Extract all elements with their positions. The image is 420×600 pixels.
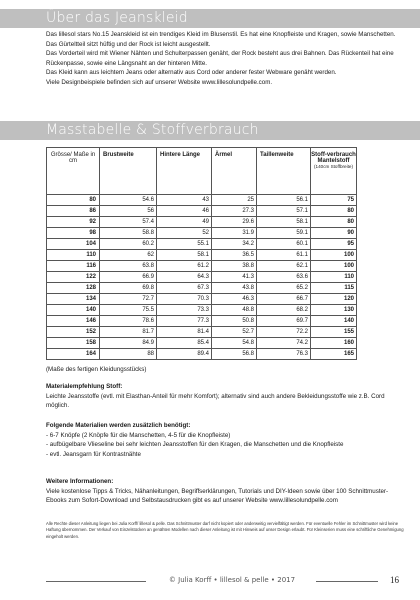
cell-size: 158 xyxy=(47,338,100,349)
cell-size: 146 xyxy=(47,316,100,327)
cell-fabric: 115 xyxy=(311,283,357,294)
cell-sleeve: 43.8 xyxy=(212,283,257,294)
table-row xyxy=(47,228,357,239)
cell-chest: 57.4 xyxy=(100,217,157,228)
cell-fabric: 100 xyxy=(311,261,357,272)
cell-size: 140 xyxy=(47,305,100,316)
cell-sleeve: 38.8 xyxy=(212,261,257,272)
cell-waist: 62.1 xyxy=(257,261,311,272)
cell-back-length: 67.3 xyxy=(157,283,212,294)
intro-paragraph: Viele Designbeispiele befinden sich auf unserer Website www.lillesolundpelle.com. xyxy=(46,78,273,86)
intro-paragraph: Das lillesol stars No.15 Jeanskleid ist ein trendiges Kleid im Blusenstil. Es hat eine Knopfleiste und Kragen, sowie Manschetten. Das Gürteltteil sitzt hüftig und der Rock ist leicht ausgestellt. xyxy=(46,31,396,48)
cell-fabric: 80 xyxy=(311,217,357,228)
cell-sleeve: 56.8 xyxy=(212,349,257,360)
cell-size: 134 xyxy=(47,294,100,305)
cell-chest: 69.8 xyxy=(100,283,157,294)
cell-sleeve: 27.3 xyxy=(212,206,257,217)
cell-sleeve: 25 xyxy=(212,195,257,206)
table-row xyxy=(47,327,357,338)
table-row xyxy=(47,206,357,217)
cell-fabric: 80 xyxy=(311,206,357,217)
cell-back-length: 43 xyxy=(157,195,212,206)
cell-back-length: 85.4 xyxy=(157,338,212,349)
cell-sleeve: 31.9 xyxy=(212,228,257,239)
cell-back-length: 52 xyxy=(157,228,212,239)
cell-waist: 69.7 xyxy=(257,316,311,327)
cell-back-length: 58.1 xyxy=(157,250,212,261)
cell-waist: 63.6 xyxy=(257,272,311,283)
supplies-section xyxy=(46,421,406,459)
cell-size: 128 xyxy=(47,283,100,294)
cell-waist: 68.2 xyxy=(257,305,311,316)
cell-size: 92 xyxy=(47,217,100,228)
header-fabric: Stoff-verbrauch Mantelstoff (140cm Stoffbreite) xyxy=(311,148,357,195)
supplies-item: - aufbügelbare Vlieseline bei sehr leichten Jeansstoffen für den Kragen, die Manschetten und die Knopfleiste xyxy=(46,441,344,449)
cell-back-length: 77.3 xyxy=(157,316,212,327)
cell-fabric: 75 xyxy=(311,195,357,206)
cell-size: 86 xyxy=(47,206,100,217)
page-footer xyxy=(0,575,420,587)
cell-fabric: 130 xyxy=(311,305,357,316)
cell-chest: 60.2 xyxy=(100,239,157,250)
cell-back-length: 64.3 xyxy=(157,272,212,283)
header-sleeve: Ärmel xyxy=(212,148,257,195)
table-row xyxy=(47,250,357,261)
cell-back-length: 81.4 xyxy=(157,327,212,338)
cell-size: 122 xyxy=(47,272,100,283)
cell-chest: 62 xyxy=(100,250,157,261)
material-text: Leichte Jeansstoffe (evtl. mit Elasthan-Anteil für mehr Komfort); alternativ sind auch andere Bekleidungsstoffe wie z.B. Cord möglich. xyxy=(46,392,385,410)
intro-paragraph: Das Kleid kann aus leichtem Jeans oder alternativ aus Cord oder anderer fester Webware genäht werden. xyxy=(46,69,337,77)
cell-fabric: 95 xyxy=(311,239,357,250)
cell-back-length: 46 xyxy=(157,206,212,217)
cell-waist: 72.2 xyxy=(257,327,311,338)
cell-waist: 58.1 xyxy=(257,217,311,228)
material-heading: Materialempfehlung Stoff: xyxy=(46,383,123,390)
cell-waist: 74.2 xyxy=(257,338,311,349)
table-row xyxy=(47,349,357,360)
material-section xyxy=(46,382,406,411)
cell-chest: 84.9 xyxy=(100,338,157,349)
cell-sleeve: 29.6 xyxy=(212,217,257,228)
cell-sleeve: 48.8 xyxy=(212,305,257,316)
cell-waist: 60.1 xyxy=(257,239,311,250)
section-title-size-chart: Masstabelle & Stoffverbrauch xyxy=(0,121,420,140)
table-row xyxy=(47,283,357,294)
table-row xyxy=(47,272,357,283)
legal-notice: Alle Rechte dieser Anleitung liegen bei Julia Korff/ lillesol & pelle. Das Schnittmuster darf nicht kopiert oder anderweitig vervielfältigt werden. Für eventuelle Fehler im Schnittmuster wird keine Haftung übernommen. Der Verkauf von Einzelstücken an genähten Modellen nach dieser Anleitung ist mit Hinweis auf unser Design erlaubt. Für Kleinserien muss eine schriftliche Genehmigung eingeholt werden. xyxy=(46,521,404,539)
cell-chest: 66.9 xyxy=(100,272,157,283)
table-header-row xyxy=(47,148,357,195)
table-row xyxy=(47,261,357,272)
section-title-about: Über das Jeanskleid xyxy=(0,9,420,28)
table-row xyxy=(47,195,357,206)
cell-waist: 56.1 xyxy=(257,195,311,206)
intro-text xyxy=(46,30,406,88)
cell-sleeve: 46.3 xyxy=(212,294,257,305)
info-heading: Weitere Informationen: xyxy=(46,478,114,485)
header-size: Grösse/ Maße in cm xyxy=(47,148,100,195)
cell-sleeve: 41.3 xyxy=(212,272,257,283)
footer-divider xyxy=(46,581,146,582)
table-row xyxy=(47,316,357,327)
cell-back-length: 61.2 xyxy=(157,261,212,272)
cell-waist: 76.3 xyxy=(257,349,311,360)
header-waist: Taillenweite xyxy=(257,148,311,195)
cell-sleeve: 36.5 xyxy=(212,250,257,261)
cell-sleeve: 54.8 xyxy=(212,338,257,349)
cell-fabric: 100 xyxy=(311,250,357,261)
table-row xyxy=(47,294,357,305)
cell-fabric: 120 xyxy=(311,294,357,305)
supplies-item: - 6-7 Knöpfe (2 Knöpfe für die Manschetten, 4-5 für die Knopfleiste) xyxy=(46,431,231,439)
cell-sleeve: 50.8 xyxy=(212,316,257,327)
cell-size: 80 xyxy=(47,195,100,206)
info-section xyxy=(46,477,406,506)
cell-waist: 61.1 xyxy=(257,250,311,261)
cell-waist: 65.2 xyxy=(257,283,311,294)
cell-chest: 75.5 xyxy=(100,305,157,316)
cell-fabric: 90 xyxy=(311,228,357,239)
table-note: (Maße des fertigen Kleidungsstücks) xyxy=(46,366,147,373)
table-row xyxy=(47,305,357,316)
cell-chest: 63.8 xyxy=(100,261,157,272)
header-chest: Brustweite xyxy=(100,148,157,195)
supplies-item: - evtl. Jeansgarn für Kontrastnähte xyxy=(46,450,141,458)
cell-waist: 57.1 xyxy=(257,206,311,217)
cell-sleeve: 52.7 xyxy=(212,327,257,338)
cell-size: 164 xyxy=(47,349,100,360)
cell-chest: 81.7 xyxy=(100,327,157,338)
cell-size: 110 xyxy=(47,250,100,261)
page-number: 16 xyxy=(390,575,399,585)
footer-divider xyxy=(316,581,378,582)
cell-chest: 88 xyxy=(100,349,157,360)
cell-waist: 66.7 xyxy=(257,294,311,305)
cell-size: 104 xyxy=(47,239,100,250)
table-row xyxy=(47,217,357,228)
header-fabric-note: (140cm Stoffbreite) xyxy=(314,164,353,169)
size-chart-table xyxy=(46,147,357,360)
cell-back-length: 70.3 xyxy=(157,294,212,305)
cell-size: 98 xyxy=(47,228,100,239)
header-back-length: Hintere Länge xyxy=(157,148,212,195)
table-row xyxy=(47,239,357,250)
cell-chest: 56 xyxy=(100,206,157,217)
cell-fabric: 140 xyxy=(311,316,357,327)
intro-paragraph: Das Vorderteil wird mit Wiener Nähten und Schulterpassen genäht, der Rock besteht aus drei Bahnen. Das Rückenteil hat eine Rückenpasse, sowie eine Längsnaht an der hinteren Mitte. xyxy=(46,50,394,67)
cell-fabric: 165 xyxy=(311,349,357,360)
cell-chest: 58.8 xyxy=(100,228,157,239)
cell-waist: 59.1 xyxy=(257,228,311,239)
cell-sleeve: 34.2 xyxy=(212,239,257,250)
cell-back-length: 73.3 xyxy=(157,305,212,316)
cell-fabric: 155 xyxy=(311,327,357,338)
cell-back-length: 55.1 xyxy=(157,239,212,250)
supplies-heading: Folgende Materialien werden zusätzlich benötigt: xyxy=(46,422,191,429)
cell-size: 116 xyxy=(47,261,100,272)
cell-back-length: 89.4 xyxy=(157,349,212,360)
cell-fabric: 160 xyxy=(311,338,357,349)
footer-copyright: © Julia Korff • lillesol & pelle • 2017 xyxy=(168,576,296,584)
cell-back-length: 49 xyxy=(157,217,212,228)
info-text: Viele kostenlose Tipps & Tricks, Nähanleitungen, Begriffserklärungen, Tutorials und DIY-Ideen sowie über 100 Schnittmuster-Ebooks zum Sofort-Download und Selbstausdrucken gibt es auf unserer Website www.lillesolundpelle.com xyxy=(46,487,389,505)
table-row xyxy=(47,338,357,349)
cell-size: 152 xyxy=(47,327,100,338)
cell-fabric: 110 xyxy=(311,272,357,283)
cell-chest: 54.6 xyxy=(100,195,157,206)
cell-chest: 78.6 xyxy=(100,316,157,327)
cell-chest: 72.7 xyxy=(100,294,157,305)
